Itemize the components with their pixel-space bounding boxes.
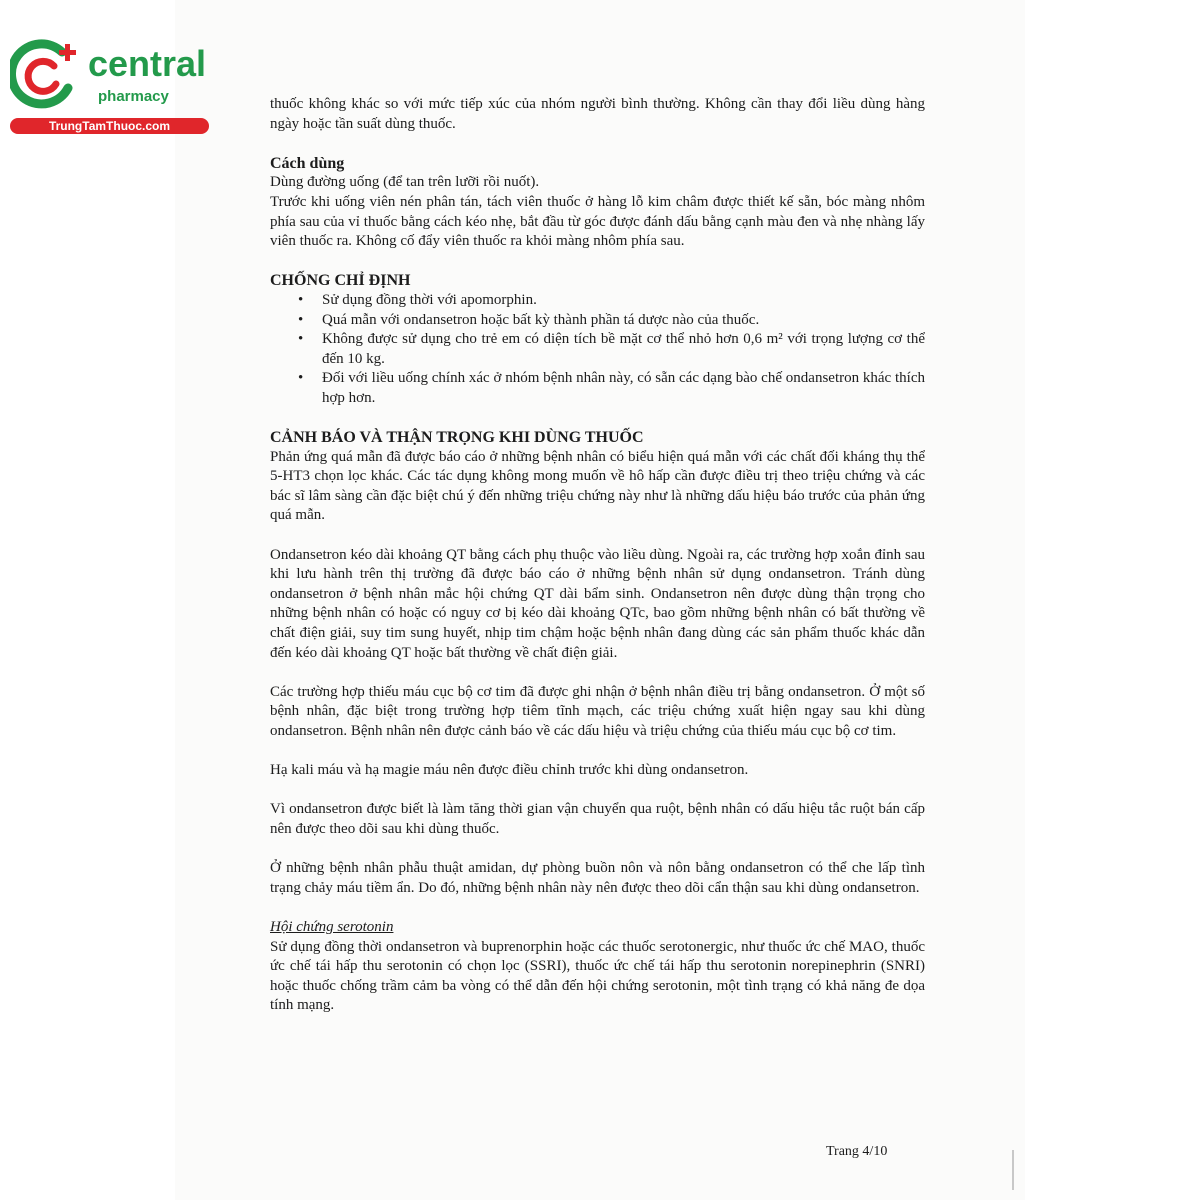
brand-name: central [88, 43, 207, 84]
warnings-paragraph: Ondansetron kéo dài khoảng QT bằng cách phụ thuộc vào liều dùng. Ngoài ra, các trường hợp xoắn đỉnh sau khi lưu hành trên thị trường đã được báo cáo ở những bệnh nhân sử dụng ondansetron. Tránh dùng ondansetron ở bệnh nhân mắc hội chứng QT dài bẩm sinh. Ondansetron nên được dùng thận trọng cho những bệnh nhân có hoặc có nguy cơ bị kéo dài khoảng QTc, bao gồm những bệnh nhân có bất thường về chất điện giải, suy tim sung huyết, nhịp tim chậm hoặc bệnh nhân đang dùng các sản phẩm thuốc khác dẫn đến kéo dài khoảng QT hoặc bất thường về chất điện giải. [270, 546, 925, 661]
scan-edge-mark [1012, 1150, 1014, 1190]
warnings-paragraph: Ở những bệnh nhân phẫu thuật amidan, dự phòng buồn nôn và nôn bằng ondansetron có thể che lấp tình trạng chảy máu tiềm ẩn. Do đó, những bệnh nhân này nên được theo dõi cẩn thận sau khi dùng ondansetron. [270, 860, 925, 896]
bullet-icon: • [298, 331, 304, 348]
brand-logo[interactable] [10, 38, 215, 138]
bullet-icon: • [298, 370, 304, 387]
document-body [270, 95, 925, 1016]
list-item: • Quá mẫn với ondansetron hoặc bất kỳ thành phần tá dược nào của thuốc. [270, 311, 925, 331]
warnings-paragraph: Vì ondansetron được biết là làm tăng thời gian vận chuyển qua ruột, bệnh nhân có dấu hiệu tắc ruột bán cấp nên được theo dõi sau khi dùng thuốc. [270, 801, 925, 837]
list-item: • Đối với liều uống chính xác ở nhóm bệnh nhân này, có sẵn các dạng bào chế ondansetron khác thích hợp hơn. [298, 370, 925, 406]
warnings-paragraph: Phản ứng quá mẫn đã được báo cáo ở những bệnh nhân có biểu hiện quá mẫn với các chất đối kháng thụ thể 5-HT3 chọn lọc khác. Các tác dụng không mong muốn về hô hấp cần được điều trị theo triệu chứng và các bác sĩ lâm sàng cần đặc biệt chú ý đến những triệu chứng này như là những dấu hiệu báo trước của phản ứng quá mẫn. [270, 448, 925, 524]
page-number: Trang 4/10 [826, 1144, 888, 1159]
brand-subtitle: pharmacy [98, 88, 169, 105]
serotonin-heading: Hội chứng serotonin [270, 918, 394, 935]
list-item: • Không được sử dụng cho trẻ em có diện tích bề mặt cơ thể nhỏ hơn 0,6 m² với trọng lượng cơ thể đến 10 kg. [298, 331, 925, 367]
pharmacy-logo-icon [10, 38, 85, 113]
warnings-paragraph: Hạ kali máu và hạ magie máu nên được điều chỉnh trước khi dùng ondansetron. [270, 762, 749, 779]
serotonin-paragraph: Sử dụng đồng thời ondansetron và buprenorphin hoặc các thuốc serotonergic, như thuốc ức chế MAO, thuốc ức chế tái hấp thu serotonin có chọn lọc (SSRI), thuốc ức chế tái hấp thu serotonin norepinephrin (SNRI) hoặc thuốc chống trầm cảm ba vòng có thể dẫn đến hội chứng serotonin, một tình trạng có khả năng đe dọa tính mạng. [270, 938, 925, 1014]
warnings-heading: CẢNH BÁO VÀ THẬN TRỌNG KHI DÙNG THUỐC [270, 429, 644, 447]
usage-heading: Cách dùng [270, 154, 345, 172]
warnings-paragraph: Các trường hợp thiếu máu cục bộ cơ tim đã được ghi nhận ở bệnh nhân điều trị bằng ondansetron. Ở một số bệnh nhân, đặc biệt trong trường hợp tiêm tĩnh mạch, các triệu chứng xuất hiện ngay sau khi dùng ondansetron. Bệnh nhân nên được cảnh báo về các dấu hiệu và triệu chứng của thiếu máu cục bộ cơ tim. [270, 683, 925, 739]
contraindications-heading: CHỐNG CHỈ ĐỊNH [270, 272, 411, 290]
bullet-icon: • [298, 291, 304, 308]
bullet-icon: • [298, 311, 304, 328]
usage-paragraph: Trước khi uống viên nén phân tán, tách viên thuốc ở hàng lỗ kim châm được thiết kế sẵn, bóc màng nhôm phía sau của vỉ thuốc bằng cách kéo nhẹ, bắt đầu từ góc được đánh dấu bằng cạnh màu đen và nhẹ nhàng lấy viên thuốc ra. Không cố đẩy viên thuốc ra khỏi màng nhôm phía sau. [270, 193, 925, 250]
list-item: • Sử dụng đồng thời với apomorphin. [270, 291, 925, 311]
usage-paragraph: Dùng đường uống (để tan trên lưỡi rồi nuốt). [270, 174, 540, 191]
brand-url[interactable]: TrungTamThuoc.com [10, 118, 209, 134]
intro-paragraph: thuốc không khác so với mức tiếp xúc của nhóm người bình thường. Không cần thay đổi liều dùng hàng ngày hoặc tần suất dùng thuốc. [270, 96, 925, 132]
contraindications-list [270, 291, 925, 409]
